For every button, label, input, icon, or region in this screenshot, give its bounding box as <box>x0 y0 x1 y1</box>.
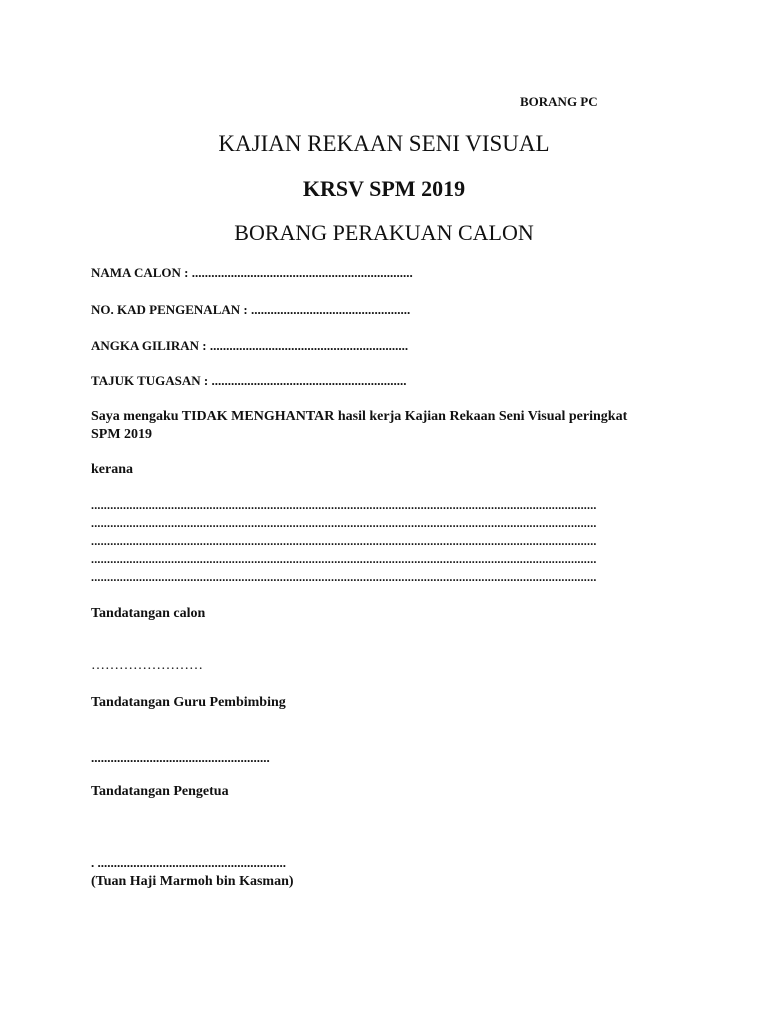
field-blank: ............................................................ <box>211 373 407 388</box>
form-title-line2: KRSV SPM 2019 <box>302 176 466 201</box>
reason-line: .............................................................................................................................................................. <box>91 570 597 584</box>
form-title-line3: BORANG PERAKUAN CALON <box>234 220 534 245</box>
candidate-signature-label: Tandatangan calon <box>91 606 206 621</box>
declaration-line1: Saya mengaku TIDAK MENGHANTAR hasil kerja Kajian Rekaan Seni Visual peringkat <box>91 409 628 424</box>
field-no-kad-pengenalan <box>91 302 410 318</box>
teacher-signature-blank: ....................................................... <box>91 750 270 765</box>
field-blank: ................................................. <box>250 302 411 317</box>
field-blank: .................................................................... <box>191 265 413 280</box>
principal-name: (Tuan Haji Marmoh bin Kasman) <box>91 874 294 889</box>
principal-signature-label: Tandatangan Pengetua <box>91 784 229 799</box>
form-code: BORANG PC <box>520 94 598 109</box>
reason-line: .............................................................................................................................................................. <box>91 534 597 548</box>
teacher-signature-label: Tandatangan Guru Pembimbing <box>91 695 286 710</box>
field-nama-calon <box>91 265 413 281</box>
form-title-line1: KAJIAN REKAAN SENI VISUAL <box>218 131 550 156</box>
field-label: TAJUK TUGASAN : <box>91 373 209 388</box>
field-tajuk-tugasan <box>91 373 407 389</box>
field-label: NAMA CALON : <box>91 265 189 280</box>
declaration-line2: SPM 2019 <box>91 427 153 442</box>
principal-signature-blank: . .......................................................... <box>91 855 286 870</box>
reason-line: .............................................................................................................................................................. <box>91 498 597 512</box>
field-blank: ............................................................. <box>209 338 409 353</box>
reason-label: kerana <box>91 462 133 477</box>
reason-line: .............................................................................................................................................................. <box>91 552 597 566</box>
candidate-signature-blank: …………………… <box>91 658 203 673</box>
field-label: NO. KAD PENGENALAN : <box>91 302 248 317</box>
field-label: ANGKA GILIRAN : <box>91 338 207 353</box>
field-angka-giliran <box>91 338 408 354</box>
reason-line: .............................................................................................................................................................. <box>91 516 597 530</box>
